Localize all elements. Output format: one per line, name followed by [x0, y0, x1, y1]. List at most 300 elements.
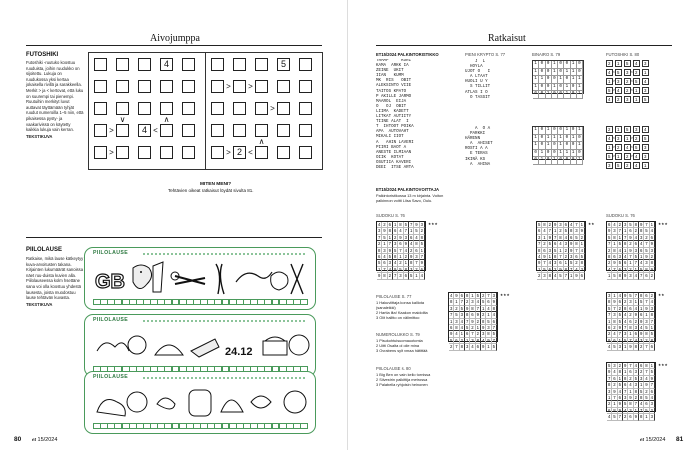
sudoku-solution-1: [376, 221, 426, 279]
sudoku-cell: 6: [420, 266, 424, 272]
futoshiki-cell[interactable]: [116, 146, 129, 159]
futoshiki-solution-cell: 4: [642, 78, 649, 85]
sudoku-cell: 8: [537, 247, 541, 253]
futoshiki-cell[interactable]: 4: [160, 58, 173, 71]
page-title: Aivojumppa: [150, 33, 200, 44]
sudoku-cell: 5: [639, 266, 643, 272]
sudoku-cell: 8: [634, 344, 638, 350]
binairo-cell: 0: [539, 69, 545, 77]
crossword-row: P AKILLE JARMO: [376, 94, 412, 99]
futoshiki-solution-cell: 5: [606, 153, 613, 160]
futoshiki-solution-cell: 1: [642, 162, 649, 169]
futoshiki-cell[interactable]: [182, 102, 195, 115]
binairo-cell: 1: [533, 135, 539, 143]
answer-cell[interactable]: [300, 423, 308, 429]
binairo-label: BINAIRO S. 79: [532, 52, 561, 57]
sudoku-cell: 5: [639, 299, 643, 305]
sudoku-cell: 2: [388, 273, 392, 279]
difficulty-stars: ★★: [658, 293, 665, 297]
sudoku-cell: 1: [559, 247, 562, 253]
answer-cell[interactable]: [300, 299, 308, 305]
sudoku-cell: 8: [645, 363, 648, 368]
sudoku-cell: 4: [650, 228, 654, 234]
scissors-icon: [291, 264, 303, 294]
sudoku-cell: 8: [607, 299, 611, 305]
sudoku-cell: 1: [639, 254, 643, 260]
eye-icon: [251, 396, 271, 408]
decor-dots: [143, 377, 305, 379]
sudoku-cell: 3: [613, 363, 616, 368]
sudoku-cell: 5: [618, 241, 622, 247]
futoshiki-cell[interactable]: [211, 146, 224, 159]
sudoku-cell: 4: [393, 260, 397, 266]
sudoku-cell: 9: [623, 293, 627, 298]
winners-text: Palkintoristikossa 13 m kirjainta. Voiton palkinnon voitti Liisa Savo, Oulu.: [376, 193, 444, 203]
futoshiki-cell[interactable]: [94, 146, 107, 159]
sudoku-cell: 6: [465, 331, 469, 337]
sudoku-cell: 5: [634, 254, 638, 260]
binairo-cell: 0: [552, 76, 558, 84]
sudoku-cell: 1: [623, 228, 627, 234]
sudoku-cell: 2: [460, 337, 464, 343]
decor-dots: [143, 320, 305, 322]
futoshiki-solution-1: [606, 60, 650, 104]
krypto-row: A AHINA: [465, 162, 491, 167]
inequality-sign: <: [612, 135, 615, 141]
futoshiki-cell[interactable]: [211, 102, 224, 115]
sudoku-cell: 8: [650, 312, 654, 318]
sudoku-cell: 3: [393, 241, 397, 247]
sudoku-cell: 7: [575, 222, 578, 227]
binairo-cell: 0: [558, 61, 564, 69]
sudoku-cell: 5: [607, 305, 611, 311]
page-number-right: 81: [676, 436, 684, 443]
sudoku-cell: 6: [618, 395, 622, 401]
futoshiki-cell[interactable]: [182, 146, 195, 159]
futoshiki-grid-1[interactable]: [88, 52, 206, 170]
futoshiki-cell[interactable]: 4: [138, 124, 151, 137]
krypto-row: S TILLIT: [465, 85, 491, 90]
krypto-solution-1: [465, 60, 490, 101]
sudoku-cell: 6: [613, 375, 616, 381]
sudoku-cell: 4: [455, 331, 458, 337]
futoshiki-cell[interactable]: [138, 146, 151, 159]
sudoku-cell: 3: [455, 318, 458, 324]
sudoku-cell: 3: [465, 344, 469, 350]
sudoku-solution-3: [606, 221, 656, 279]
sudoku-cell: 8: [476, 337, 480, 343]
sudoku-cell: 2: [580, 234, 584, 240]
futoshiki-solution-cell: 2: [624, 78, 631, 85]
futoshiki-cell[interactable]: [94, 58, 107, 71]
sudoku-cell: 2: [471, 325, 474, 331]
sudoku-cell: 2: [409, 247, 413, 253]
futoshiki-cell[interactable]: [94, 102, 107, 115]
sudoku-cell: 2: [607, 247, 611, 253]
sudoku-cell: 3: [543, 273, 546, 279]
sudoku-cell: 1: [393, 222, 397, 227]
answer-row-1[interactable]: [93, 299, 307, 305]
futoshiki-cell[interactable]: [299, 80, 312, 93]
futoshiki-cell[interactable]: [277, 124, 290, 137]
sudoku-cell: 4: [537, 254, 541, 260]
sudoku-cell: 2: [607, 260, 611, 266]
sudoku-cell: 9: [629, 234, 632, 240]
sudoku-cell: 3: [580, 266, 584, 272]
futoshiki-cell[interactable]: [255, 124, 268, 137]
binairo-cell: 1: [546, 91, 552, 99]
sudoku-cell: 5: [645, 325, 648, 331]
sudoku-cell: 5: [487, 318, 490, 324]
sudoku-cell: 3: [629, 299, 632, 305]
futoshiki-solution-cell: 2: [624, 162, 631, 169]
sudoku-cell: 9: [548, 234, 552, 240]
futoshiki-cell[interactable]: [160, 146, 173, 159]
sudoku-cell: 1: [543, 234, 546, 240]
sudoku-cell: 9: [575, 273, 578, 279]
sudoku-cell: 3: [650, 401, 654, 407]
binairo-cell: 1: [564, 84, 570, 92]
futoshiki-cell[interactable]: [233, 58, 246, 71]
futoshiki-cell[interactable]: [160, 80, 173, 93]
sudoku-cell: 2: [629, 266, 632, 272]
crossword-row: KAMA ARKK IA: [376, 64, 409, 69]
sudoku-cell: 8: [639, 414, 643, 420]
futoshiki-solution-cell: 2: [606, 60, 613, 67]
sudoku-cell: 7: [548, 228, 552, 234]
inequality-sign: <: [153, 126, 158, 135]
binairo-cell: 1: [546, 127, 552, 135]
sudoku-cell: 8: [455, 325, 458, 331]
crossword-row: MK RIS OBIT: [376, 79, 412, 84]
sudoku-cell: 3: [553, 260, 557, 266]
sudoku-cell: 8: [569, 228, 573, 234]
inequality-sign: <: [630, 78, 633, 84]
sudoku-cell: 4: [618, 388, 622, 394]
sudoku-cell: 5: [543, 266, 546, 272]
sudoku-cell: 9: [537, 260, 541, 266]
binairo-cell: 1: [564, 150, 570, 158]
sudoku-cell: 3: [613, 312, 616, 318]
futoshiki-cell[interactable]: [182, 124, 195, 137]
sudoku-cell: 9: [492, 299, 496, 305]
binairo-cell: 1: [552, 84, 558, 92]
sudoku-cell: 5: [580, 254, 584, 260]
sudoku-cell: 2: [404, 254, 408, 260]
sudoku-cell: 1: [650, 363, 654, 368]
futoshiki-cell[interactable]: [116, 124, 129, 137]
inequality-sign: >: [226, 82, 231, 91]
sudoku-cell: 7: [476, 305, 480, 311]
sudoku-cell: 3: [645, 260, 648, 266]
futoshiki-solution-cell: 2: [624, 153, 631, 160]
sudoku-cell: 2: [481, 312, 485, 318]
sudoku-cell: 8: [559, 234, 562, 240]
futoshiki-solution-cell: 3: [606, 162, 613, 169]
winners-label: ET15/2024 PALKINTOVOITTAJA: [376, 187, 440, 192]
futoshiki-solution-cell: 3: [633, 126, 640, 133]
sudoku-cell: 8: [580, 260, 584, 266]
sudoku-solution-2: [536, 221, 586, 279]
sudoku-cell: 9: [613, 299, 616, 305]
binairo-cell: 0: [564, 142, 570, 150]
sudoku-cell: 8: [607, 254, 611, 260]
futoshiki-cell[interactable]: [255, 80, 268, 93]
crossword-row: MAAROL EIJA: [376, 99, 407, 104]
crossword-row: O OJ OBIT: [376, 104, 407, 109]
sudoku-cell: 9: [618, 401, 622, 407]
sudoku-cell: 2: [634, 395, 638, 401]
sudoku-cell: 1: [465, 337, 469, 343]
sudoku-cell: 3: [564, 241, 568, 247]
sudoku-cell: 5: [613, 414, 616, 420]
sudoku-cell: 4: [634, 273, 638, 279]
sudoku-cell: 9: [399, 234, 402, 240]
futoshiki-cell[interactable]: [299, 146, 312, 159]
sudoku-cell: 8: [607, 382, 611, 388]
sudoku-cell: 3: [383, 247, 386, 253]
footer-brand-right: et 15/2024: [640, 437, 666, 443]
futoshiki-cell[interactable]: [116, 58, 129, 71]
sudoku-cell: 8: [575, 241, 578, 247]
binairo-cell: 1: [552, 157, 558, 165]
sudoku-cell: 5: [481, 299, 485, 305]
sudoku-cell: 5: [548, 241, 552, 247]
futoshiki-cell[interactable]: [255, 146, 268, 159]
binairo-cell: 1: [533, 142, 539, 150]
futoshiki-cell[interactable]: [211, 58, 224, 71]
sudoku-cell: 2: [553, 266, 557, 272]
krypto-row: UJOT O I: [465, 70, 491, 75]
sudoku-cell: 1: [580, 222, 584, 227]
sudoku-cell: 5: [607, 234, 611, 240]
futoshiki-cell[interactable]: [233, 80, 246, 93]
futoshiki-cell[interactable]: [299, 102, 312, 115]
binairo-cell: 0: [539, 135, 545, 143]
sudoku-cell: 4: [639, 325, 643, 331]
futoshiki-cell[interactable]: [277, 102, 290, 115]
sudoku-cell: 6: [618, 299, 622, 305]
sudoku-cell: 6: [645, 293, 648, 298]
sudoku-cell: 6: [537, 228, 541, 234]
futoshiki-grid-2[interactable]: [205, 52, 323, 170]
sudoku-cell: 1: [553, 228, 557, 234]
section-rule: [26, 237, 322, 238]
futoshiki-cell[interactable]: [138, 102, 151, 115]
sudoku-cell: 1: [629, 388, 632, 394]
sudoku-cell: 2: [399, 260, 402, 266]
futoshiki-cell[interactable]: [277, 146, 290, 159]
futoshiki-cell[interactable]: [94, 80, 107, 93]
sudoku-cell: 5: [607, 363, 611, 368]
sudoku-cell: 4: [607, 344, 611, 350]
sudoku-cell: 5: [465, 325, 469, 331]
sudoku-cell: 2: [618, 363, 622, 368]
futoshiki-cell[interactable]: [211, 124, 224, 137]
futoshiki-solution-cell: 4: [633, 153, 640, 160]
answer-line: 2 Silvestrin palkittija metrossa: [376, 377, 428, 382]
futoshiki-cell[interactable]: [138, 58, 151, 71]
sudoku-cell: 1: [460, 331, 464, 337]
crossword-row: OSUTIIA KAVERI: [376, 160, 412, 165]
sudoku-cell: 2: [650, 273, 654, 279]
futoshiki-cell[interactable]: [211, 80, 224, 93]
sudoku-cell: 8: [618, 369, 622, 375]
sudoku-cell: 9: [623, 273, 627, 279]
sudoku-cell: 2: [455, 305, 458, 311]
sudoku-cell: 6: [650, 234, 654, 240]
piilolause-answer-label: PIILOLAUSE S. 77: [376, 294, 412, 299]
sudoku-cell: 3: [623, 266, 627, 272]
sudoku-cell: 4: [650, 299, 654, 305]
head-icon: [284, 391, 306, 413]
wrench-icon: [175, 276, 205, 284]
futoshiki-solution-cell: 1: [615, 60, 622, 67]
rebus-date: 24.12: [225, 346, 253, 358]
bun-icon: [127, 392, 147, 412]
sudoku-cell: 1: [388, 234, 392, 240]
rebus-label: PIILOLAUSE: [93, 317, 129, 323]
sudoku-cell: 2: [564, 254, 568, 260]
krypto-row: ATLAS I O: [465, 90, 488, 95]
krypto-row: E TERAS: [465, 152, 488, 157]
futoshiki-cell[interactable]: 5: [277, 58, 290, 71]
binairo-cell: 0: [571, 142, 577, 150]
futoshiki-cell[interactable]: [116, 80, 129, 93]
sudoku-cell: 2: [629, 241, 632, 247]
futoshiki-cell[interactable]: [160, 102, 173, 115]
sudoku-cell: 5: [575, 234, 578, 240]
futoshiki-cell[interactable]: [255, 102, 268, 115]
sudoku-cell: 9: [639, 331, 643, 337]
crossword-row: TAITOS KPATO: [376, 89, 407, 94]
sudoku-cell: 8: [383, 273, 386, 279]
futoshiki-solution-cell: 1: [615, 153, 622, 160]
futoshiki-cell[interactable]: [233, 102, 246, 115]
sudoku-cell: 3: [492, 293, 496, 298]
sudoku-cell: 8: [492, 305, 496, 311]
sudoku-cell: 3: [613, 228, 616, 234]
binairo-cell: 1: [577, 142, 583, 150]
sudoku-cell: 3: [639, 234, 643, 240]
sudoku-cell: 4: [487, 305, 490, 311]
sudoku-cell: 1: [618, 375, 622, 381]
futoshiki-cell[interactable]: 2: [233, 146, 246, 159]
sudoku-cell: 5: [404, 222, 408, 227]
sudoku-cell: 7: [537, 241, 541, 247]
sudoku-cell: 5: [455, 312, 458, 318]
sudoku-cell: 7: [650, 382, 654, 388]
binairo-solution-1: [532, 60, 584, 97]
right-page: [348, 0, 696, 450]
futoshiki-solution-cell: 2: [615, 96, 622, 103]
futoshiki-solution-cell: 5: [615, 162, 622, 169]
sudoku-cell: 7: [634, 293, 638, 298]
futoshiki-cell[interactable]: [94, 124, 107, 137]
binairo-cell: 1: [577, 84, 583, 92]
sudoku-cell: 1: [487, 344, 490, 350]
futoshiki-cell[interactable]: [299, 58, 312, 71]
crossword-row: ANESTE ILMIAAN: [376, 150, 412, 155]
futoshiki-cell[interactable]: [138, 80, 151, 93]
futoshiki-cell[interactable]: [255, 58, 268, 71]
sudoku-cell: 2: [575, 260, 578, 266]
binairo-cell: 0: [552, 142, 558, 150]
sudoku-cell: 4: [569, 222, 573, 227]
sudoku-cell: 1: [471, 293, 474, 298]
sudoku-cell: 6: [629, 318, 632, 324]
sudoku-cell: 1: [481, 305, 485, 311]
sudoku-cell: 7: [645, 299, 648, 305]
sudoku-cell: 2: [650, 407, 654, 413]
futoshiki-cell[interactable]: [116, 102, 129, 115]
sudoku-cell: 1: [569, 273, 573, 279]
futoshiki-solution-2: [606, 126, 650, 170]
binairo-cell: 0: [533, 150, 539, 158]
sudoku-cell: 9: [645, 254, 648, 260]
futoshiki-solution-cell: 2: [633, 135, 640, 142]
futoshiki-solution-cell: 1: [615, 126, 622, 133]
sudoku-cell: 6: [575, 254, 578, 260]
sudoku-cell: 6: [623, 382, 627, 388]
binairo-cell: 1: [533, 61, 539, 69]
sudoku-cell: 4: [639, 260, 643, 266]
sudoku-cell: 7: [377, 234, 381, 240]
sudoku-cell: 2: [607, 331, 611, 337]
futoshiki-cell[interactable]: [299, 124, 312, 137]
krypto-row: PARKKI: [465, 132, 486, 137]
sudoku-cell: 3: [537, 234, 541, 240]
crossword-row: TRAMP KORI: [376, 59, 412, 63]
crossword-row: IIAN KUMM: [376, 74, 404, 79]
answer-line: 2 Hartia ilta! Kaakon maidoilta: [376, 310, 428, 315]
sudoku-cell: 2: [645, 234, 648, 240]
futoshiki-cell[interactable]: [160, 124, 173, 137]
sudoku-cell: 2: [618, 305, 622, 311]
hat-icon: [155, 345, 183, 355]
binairo-cell: 0: [558, 157, 564, 165]
sudoku-cell: 7: [645, 222, 648, 227]
answer-line: 3 Olit halltto on välimittoo: [376, 315, 420, 320]
sudoku-cell: 3: [575, 228, 578, 234]
sudoku-cell: 8: [415, 241, 418, 247]
sudoku-cell: 9: [481, 344, 485, 350]
sudoku-cell: 8: [409, 260, 413, 266]
sudoku-cell: 6: [650, 344, 654, 350]
rebus-panel-2: [84, 314, 316, 377]
crossword-row: APA AUTOVAHT: [376, 130, 409, 135]
binairo-cell: 1: [558, 142, 564, 150]
sudoku-cell: 8: [629, 401, 632, 407]
inequality-sign: >: [270, 104, 275, 113]
futoshiki-solution-cell: 2: [624, 87, 631, 94]
sudoku-cell: 5: [388, 254, 392, 260]
sudoku-cell: 8: [645, 266, 648, 272]
sudoku-cell: 1: [476, 325, 480, 331]
sudoku-cell: 5: [409, 273, 413, 279]
rebus-label: PIILOLAUSE: [93, 374, 129, 380]
futoshiki-cell[interactable]: [277, 80, 290, 93]
sudoku-cell: 7: [471, 331, 474, 337]
futoshiki-cell[interactable]: [182, 80, 195, 93]
shark-icon: [191, 339, 219, 357]
futoshiki-cell[interactable]: [182, 58, 195, 71]
binairo-cell: 0: [546, 84, 552, 92]
sudoku-cell: 2: [476, 331, 480, 337]
sudoku-cell: 5: [629, 293, 632, 298]
answer-row-3[interactable]: [93, 423, 307, 429]
futoshiki-cell[interactable]: [233, 124, 246, 137]
